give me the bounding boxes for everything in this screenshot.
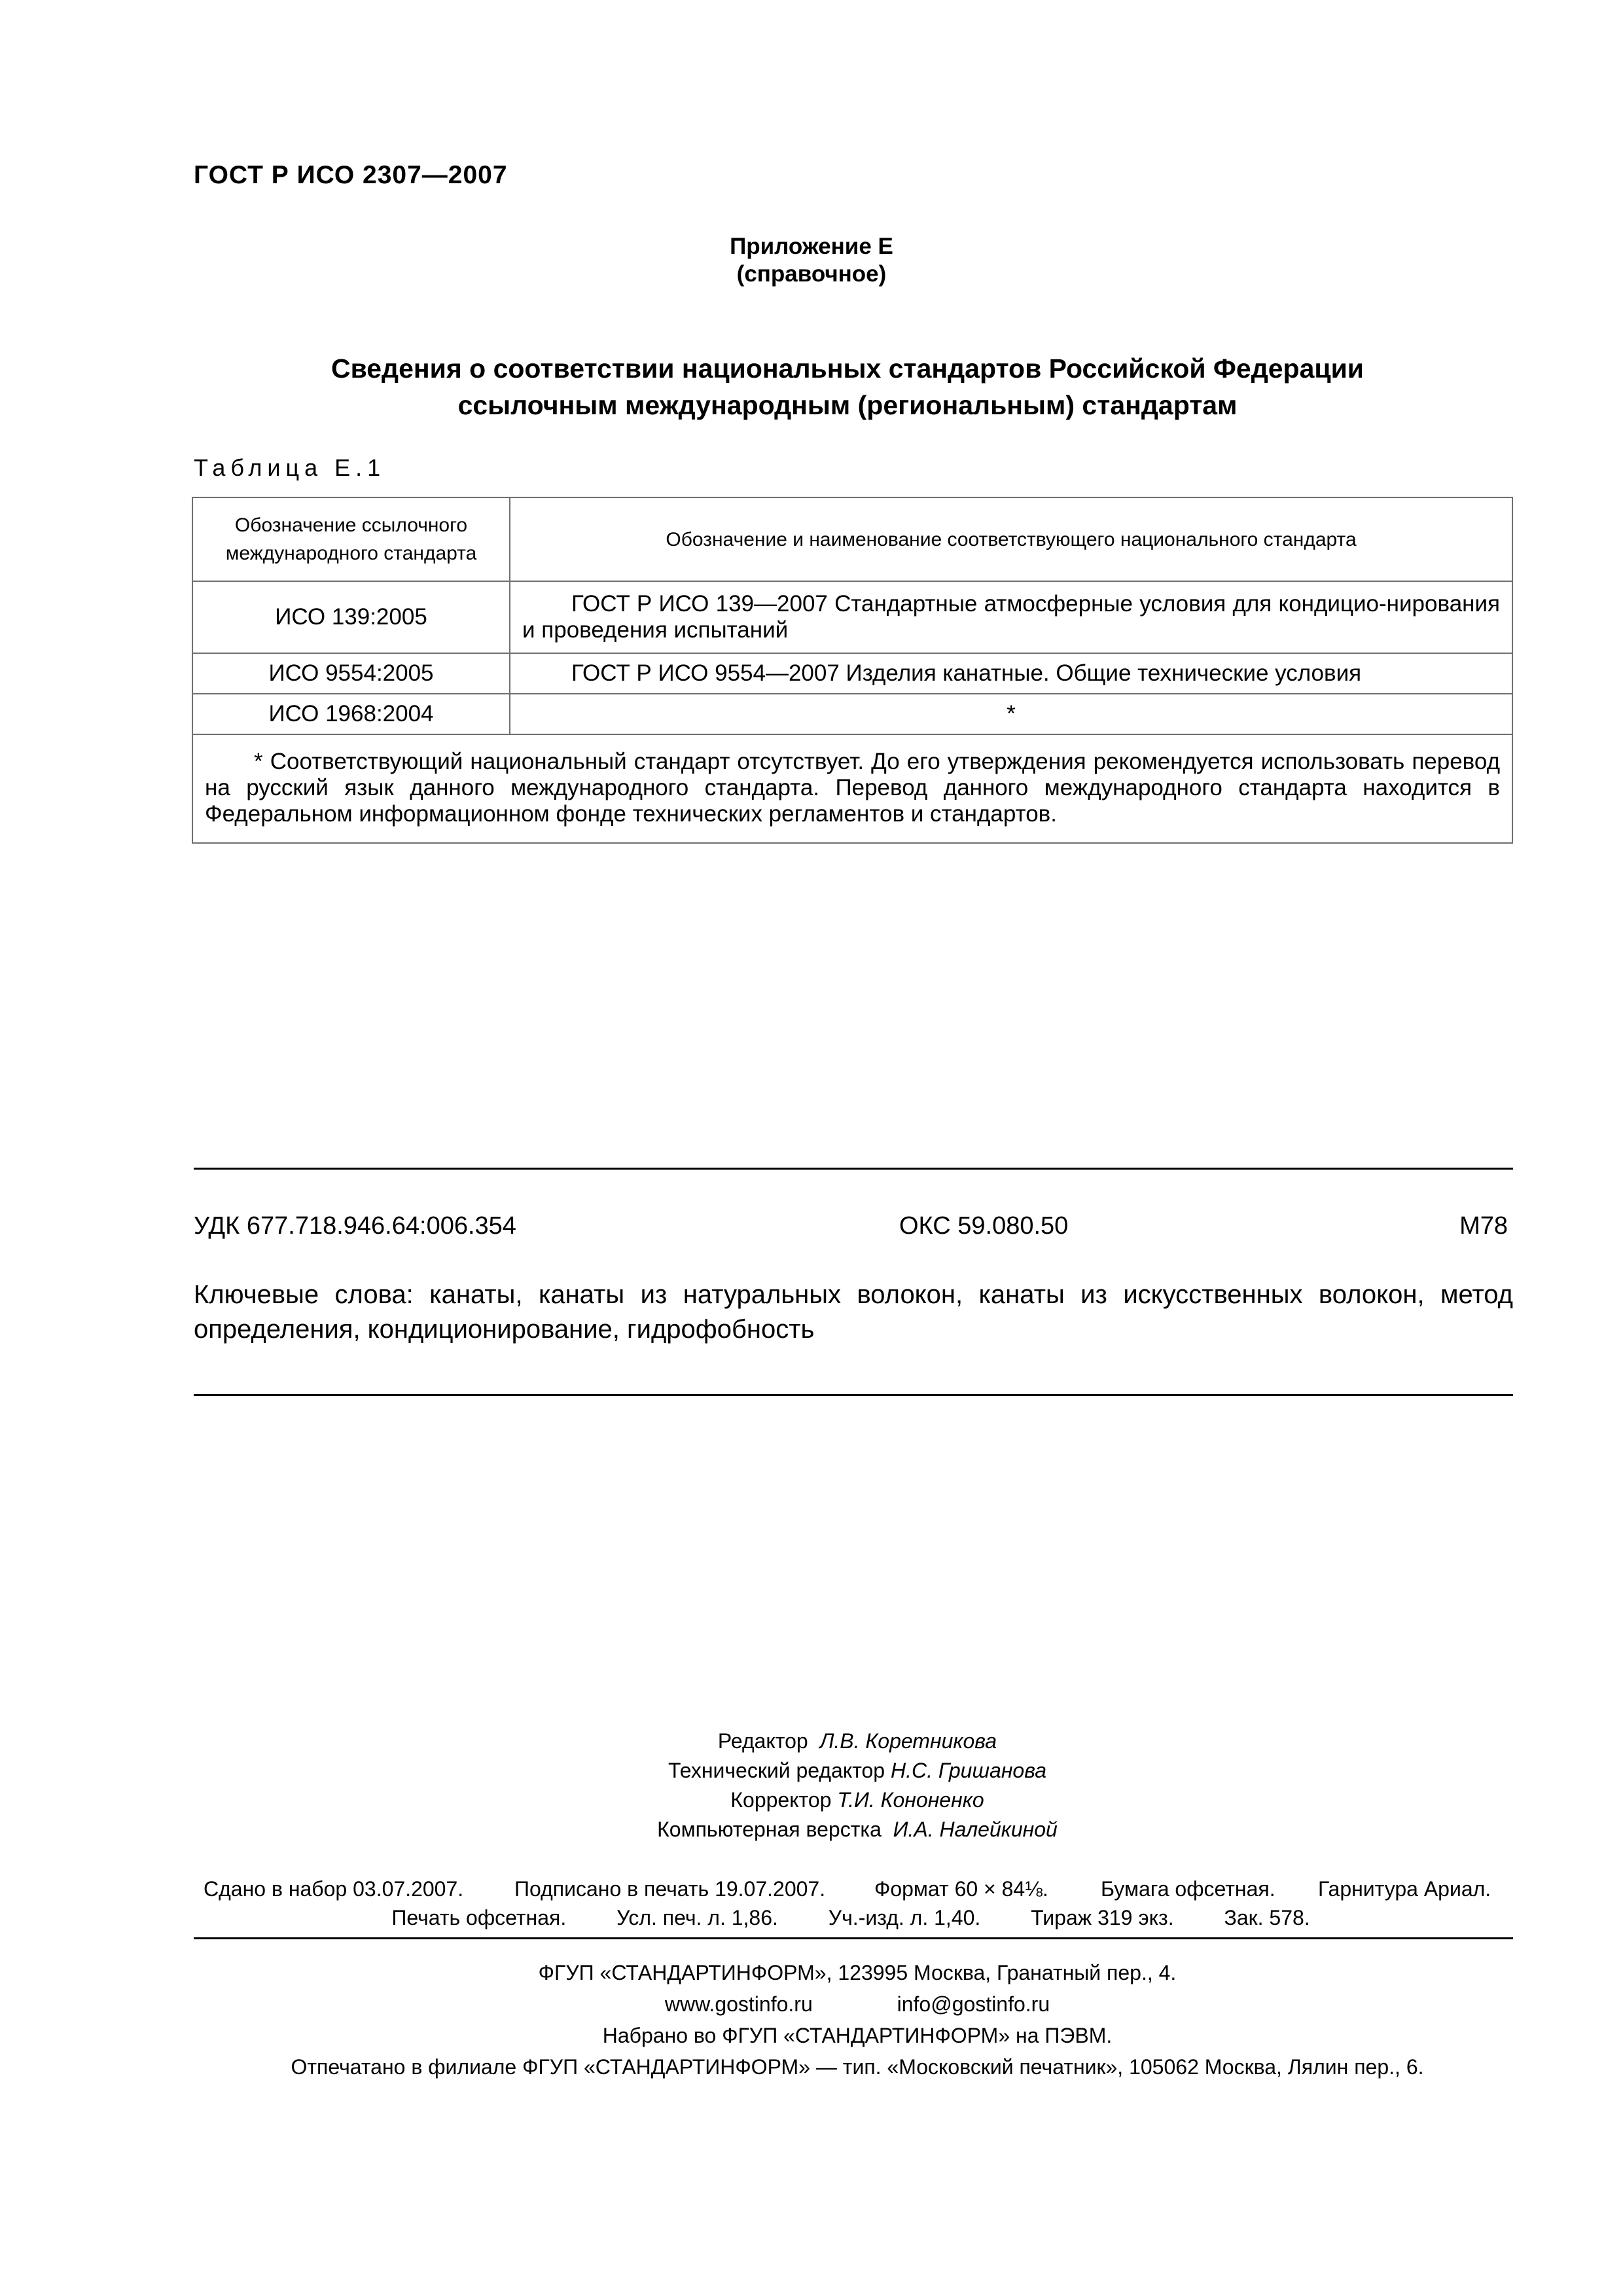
print-sheets: Усл. печ. л. 1,86.: [616, 1906, 778, 1929]
typeset-note: Набрано во ФГУП «СТАНДАРТИНФОРМ» на ПЭВМ.: [602, 2024, 1113, 2047]
annex-title: Приложение Е: [730, 234, 893, 259]
layout-credit: [0, 1815, 1623, 1844]
intl-standard-cell: ИСО 9554:2005: [192, 653, 510, 694]
editor-role: Редактор: [717, 1729, 808, 1753]
proofreader-name: Т.И. Кононенко: [837, 1788, 984, 1812]
email-link[interactable]: info@gostinfo.ru: [897, 1992, 1050, 2016]
national-standard-text: ГОСТ Р ИСО 139—2007 Стандартные атмосферные условия для кондицио-нирования и проведения испытаний: [522, 591, 1500, 643]
signed-date: Подписано в печать 19.07.2007.: [514, 1877, 826, 1901]
publisher-footer: [0, 1957, 1623, 2083]
proofreader-credit: [0, 1785, 1623, 1815]
annex-heading: [0, 350, 1623, 423]
table-note: [192, 734, 1512, 843]
table-row: [192, 694, 1512, 734]
tech-editor-name: Н.С. Гришанова: [890, 1759, 1047, 1782]
printing-method: Печать офсетная.: [391, 1906, 567, 1929]
table-row: [192, 581, 1512, 653]
format: Формат 60 × 84⅛.: [874, 1877, 1048, 1901]
publisher-address: ФГУП «СТАНДАРТИНФОРМ», 123995 Москва, Гранатный пер., 4.: [538, 1961, 1177, 1984]
udk-code: УДК 677.718.946.64:006.354: [194, 1212, 516, 1240]
publication-info-line2: [0, 1906, 1623, 1930]
document-code: ГОСТ Р ИСО 2307—2007: [194, 161, 508, 189]
annex-heading-line2: ссылочным международным (региональным) стандартам: [457, 390, 1238, 420]
intl-standard-cell: ИСО 1968:2004: [192, 694, 510, 734]
table-header-row: [192, 497, 1512, 581]
table-row: [192, 653, 1512, 694]
website-link[interactable]: www.gostinfo.ru: [664, 1992, 813, 2016]
publisher-sheets: Уч.-изд. л. 1,40.: [828, 1906, 981, 1929]
editor-credit: [0, 1727, 1623, 1756]
table-note-text: * Соответствующий национальный стандарт отсутствует. До его утверждения рекомендуется использовать перевод на русский язык данного международного стандарта. Перевод данного международного стандарта находится в Федеральном информационном фонде технических регламентов и стандартов.: [205, 749, 1500, 827]
order-number: Зак. 578.: [1224, 1906, 1310, 1929]
divider-bottom: [194, 1394, 1513, 1396]
layout-role: Компьютерная верстка: [657, 1818, 882, 1841]
classifier-code: М78: [1459, 1212, 1508, 1240]
keywords: Ключевые слова: канаты, канаты из натуральных волокон, канаты из искусственных волокон, метод определения, кондиционирование, гидрофобность: [194, 1280, 1513, 1344]
typeface: Гарнитура Ариал.: [1318, 1877, 1491, 1901]
paper: Бумага офсетная.: [1101, 1877, 1275, 1901]
tech-editor-credit: [0, 1756, 1623, 1785]
tech-editor-role: Технический редактор: [668, 1759, 885, 1782]
intl-standard-cell: ИСО 139:2005: [192, 581, 510, 653]
printed-note: Отпечатано в филиале ФГУП «СТАНДАРТИНФОРМ» — тип. «Московский печатник», 105062 Москва, Лялин пер., 6.: [291, 2055, 1424, 2079]
national-standard-cell: *: [510, 694, 1512, 734]
national-standard-cell: [510, 581, 1512, 653]
proofreader-role: Корректор: [730, 1788, 832, 1812]
annex-type: (справочное): [736, 261, 887, 287]
divider-footer: [194, 1937, 1513, 1939]
submitted-date: Сдано в набор 03.07.2007.: [204, 1877, 464, 1901]
annex-heading-line1: Сведения о соответствии национальных стандартов Российской Федерации: [330, 353, 1364, 384]
print-run: Тираж 319 экз.: [1031, 1906, 1174, 1929]
editor-name: Л.В. Коретникова: [819, 1729, 997, 1753]
oks-code: ОКС 59.080.50: [899, 1212, 1069, 1240]
publisher-contacts: [0, 1988, 1623, 2020]
table-header-intl: Обозначение ссылочного международного стандарта: [192, 497, 510, 581]
table-label: Таблица Е.1: [194, 454, 386, 481]
divider-top: [194, 1168, 1513, 1170]
layout-name: И.А. Налейкиной: [893, 1818, 1058, 1841]
table-header-national: Обозначение и наименование соответствующего национального стандарта: [510, 497, 1512, 581]
correspondence-table: [192, 497, 1513, 844]
national-standard-cell: ГОСТ Р ИСО 9554—2007 Изделия канатные. Общие технические условия: [510, 653, 1512, 694]
table-note-row: [192, 734, 1512, 843]
staff-credits: [0, 1727, 1623, 1844]
